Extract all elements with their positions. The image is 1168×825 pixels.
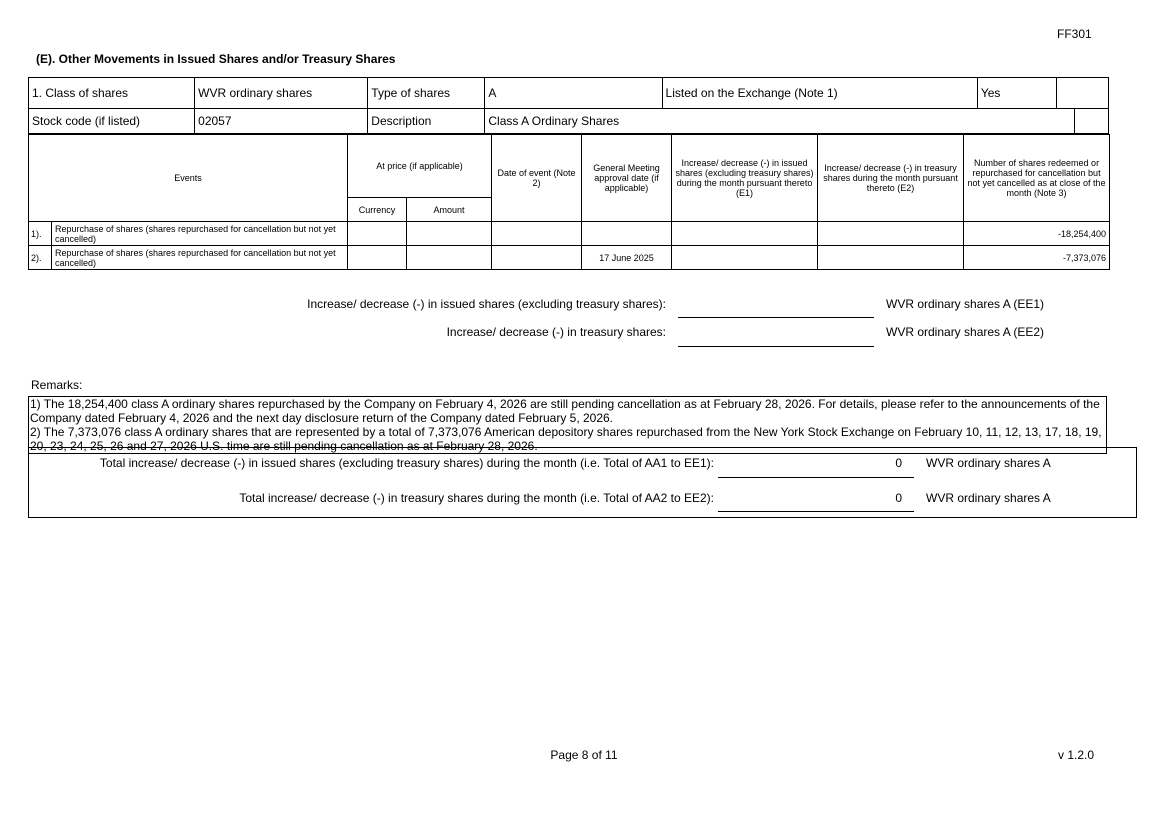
total-treasury-label: Total increase/ decrease (-) in treasury shares during the month (i.e. Total of AA2 to EE2): bbox=[239, 491, 714, 505]
amount-cell bbox=[407, 246, 492, 270]
general-meeting-header: General Meeting approval date (if applicable) bbox=[582, 135, 672, 222]
event-description: Repurchase of shares (shares repurchased for cancellation but not yet cancelled) bbox=[52, 222, 348, 246]
events-table bbox=[28, 134, 1110, 270]
total-issued-label: Total increase/ decrease (-) in issued shares (excluding treasury shares) during the month (i.e. Total of AA1 to EE1): bbox=[99, 456, 714, 470]
class-of-shares-label: 1. Class of shares bbox=[29, 78, 195, 109]
total-treasury-line bbox=[718, 510, 914, 512]
date-cell bbox=[492, 246, 582, 270]
events-header: Events bbox=[29, 135, 348, 222]
ee1-label: Increase/ decrease (-) in issued shares (excluding treasury shares): bbox=[307, 297, 666, 311]
section-title: (E). Other Movements in Issued Shares and/or Treasury Shares bbox=[36, 52, 396, 66]
total-issued-value: 0 bbox=[895, 456, 902, 470]
e1-cell bbox=[672, 222, 818, 246]
share-info-table bbox=[28, 77, 1109, 134]
ee1-unit: WVR ordinary shares A (EE1) bbox=[886, 297, 1045, 311]
total-issued-line bbox=[718, 476, 914, 478]
remark-1: 1) The 18,254,400 class A ordinary shares repurchased by the Company on February 4, 2026 are still pending cancellation as at February 28, 2026. For details, please refer to the announcements of the Company dated February 4, 2026 and the next day disclosure return of the Company dated February 5, 2026. bbox=[30, 397, 1100, 425]
row-number: 1). bbox=[29, 222, 52, 246]
ee2-value-line bbox=[678, 345, 874, 347]
remarks-label: Remarks: bbox=[31, 378, 83, 392]
redeemed-header: Number of shares redeemed or repurchased for cancellation but not yet cancelled as at close of the month (Note 3) bbox=[964, 135, 1110, 222]
form-code: FF301 bbox=[1057, 27, 1092, 41]
total-treasury-unit: WVR ordinary shares A bbox=[926, 491, 1051, 505]
currency-cell bbox=[348, 246, 407, 270]
amount-header: Amount bbox=[407, 198, 492, 222]
issued-change-header: Increase/ decrease (-) in issued shares (excluding treasury shares) during the month pursuant thereto (E1) bbox=[672, 135, 818, 222]
listed-extra-cell bbox=[1056, 78, 1108, 109]
total-treasury-value: 0 bbox=[895, 491, 902, 505]
row-number: 2). bbox=[29, 246, 52, 270]
stock-code-value: 02057 bbox=[195, 109, 368, 134]
total-issued-unit: WVR ordinary shares A bbox=[926, 456, 1051, 470]
e2-cell bbox=[818, 246, 964, 270]
date-of-event-header: Date of event (Note 2) bbox=[492, 135, 582, 222]
remarks-box bbox=[28, 396, 1107, 454]
description-extra-cell bbox=[1074, 109, 1108, 134]
listed-label: Listed on the Exchange (Note 1) bbox=[662, 78, 977, 109]
version: v 1.2.0 bbox=[1058, 748, 1095, 762]
gm-date-cell bbox=[582, 222, 672, 246]
description-label: Description bbox=[368, 109, 485, 134]
ee2-label: Increase/ decrease (-) in treasury shares: bbox=[446, 325, 666, 339]
page-number: Page 8 of 11 bbox=[550, 748, 618, 762]
listed-value: Yes bbox=[977, 78, 1056, 109]
remark-2: 2) The 7,373,076 class A ordinary shares that are represented by a total of 7,373,076 American depository shares repurchased from the New York Stock Exchange on February 10, 11, 12, 13, 17, 18, 19, 20, 23, 24, 25, 26 and 27, 2026 U.S. time are still pending cancellation as at February 28, 2026. bbox=[30, 425, 1102, 453]
currency-header: Currency bbox=[348, 198, 407, 222]
date-cell bbox=[492, 222, 582, 246]
e1-cell bbox=[672, 246, 818, 270]
at-price-header: At price (if applicable) bbox=[348, 135, 492, 198]
redeemed-cell: -7,373,076 bbox=[964, 246, 1110, 270]
treasury-change-header: Increase/ decrease (-) in treasury shares during the month pursuant thereto (E2) bbox=[818, 135, 964, 222]
type-of-shares-value: A bbox=[485, 78, 662, 109]
gm-date-cell: 17 June 2025 bbox=[582, 246, 672, 270]
description-value: Class A Ordinary Shares bbox=[485, 109, 1075, 134]
type-of-shares-label: Type of shares bbox=[368, 78, 485, 109]
event-description: Repurchase of shares (shares repurchased for cancellation but not yet cancelled) bbox=[52, 246, 348, 270]
ee1-value-line bbox=[678, 316, 874, 318]
currency-cell bbox=[348, 222, 407, 246]
table-row bbox=[29, 222, 1110, 246]
ee2-unit: WVR ordinary shares A (EE2) bbox=[886, 325, 1045, 339]
amount-cell bbox=[407, 222, 492, 246]
redeemed-cell: -18,254,400 bbox=[964, 222, 1110, 246]
e2-cell bbox=[818, 222, 964, 246]
stock-code-label: Stock code (if listed) bbox=[29, 109, 195, 134]
table-row bbox=[29, 246, 1110, 270]
class-of-shares-value: WVR ordinary shares bbox=[195, 78, 368, 109]
